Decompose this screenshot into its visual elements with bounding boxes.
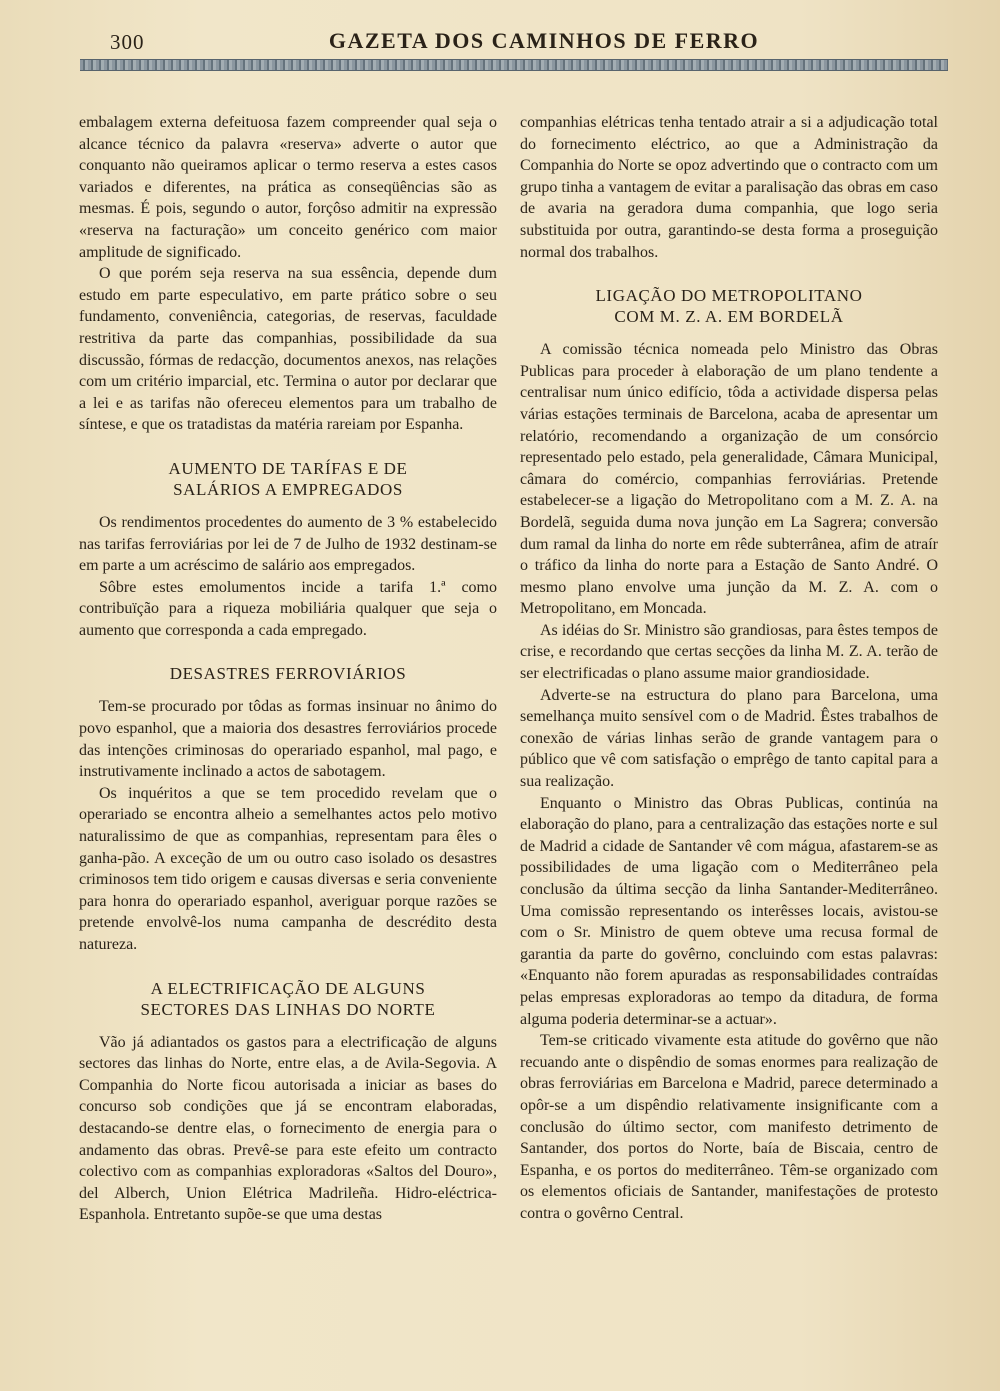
heading-line: SECTORES DAS LINHAS DO NORTE: [140, 999, 436, 1019]
section-heading-electrificacao: [79, 978, 497, 1020]
paragraph: Os rendimentos procedentes do aumento de 3 % estabelecido nas tarifas ferroviárias por lei de 7 de Julho de 1932 destinam-se em parte a um acréscimo de salário aos empregados.: [79, 513, 497, 575]
page-header: [80, 26, 948, 56]
paragraph: Os inquéritos a que se tem procedido revelam que o operariado se encontra alheio a semelhantes actos pelo motivo naturalissimo de que as companhias, representam para êles o ganha-pão. A exceção de um ou outro caso isolado os desastres criminosos tem tido origem e causas diversas e seria conveniente para honra do operariado espanhol, averiguar porque razões se pretende envolvê-los numa campanha de descrédito desta natureza.: [79, 784, 497, 953]
heading-line: COM M. Z. A. EM BORDELÃ: [614, 307, 844, 327]
header-rule: [80, 59, 948, 71]
paragraph: Adverte-se na estructura do plano para Barcelona, uma semelhança muito sensível com o de Madrid. Êstes trabalhos de conexão de várias linhas serão de grande vantagem para o público que vê com satisfação o emprêgo de tanto capital para a sua realização.: [520, 686, 938, 791]
heading-line: LIGAÇÃO DO METROPOLITANO: [595, 286, 863, 306]
paragraph: O que porém seja reserva na sua essência, depende dum estudo em parte especulativo, em parte prático sobre o seu fundamento, conveniência, categorias, de reservas, faculdade restritiva da parte das companhias, possibilidade da sua discussão, fórmas de redacção, documentos anexos, nas relações com um critério imparcial, etc. Termina o autor por declarar que a lei e as tarifas não ofereceu elementos para um trabalho de síntese, e que os tratadistas da matéria rareiam por Espanha.: [79, 265, 497, 434]
paragraph: Tem-se criticado vivamente esta atitude do govêrno que não recuando ante o dispêndio de somas enormes para realização de obras ferroviárias em Barcelona e Madrid, parece determinado a opôr-se a um dispêndio relativamente insignificante com a conclusão do último sector, com manifesto detrimento de Santander, dos portos do Norte, baía de Biscaia, centro de Espanha, e os portos do mediterrâneo. Têm-se organizado com os elementos oficiais de Santander, manifestações de protesto contra o govêrno Central.: [520, 1032, 938, 1222]
paragraph: Sôbre estes emolumentos incide a tarifa 1.ª como contribuïção para a riqueza mobiliária qualquer que seja o aumento que corresponda a cada empregado.: [79, 578, 497, 639]
paragraph: As idéias do Sr. Ministro são grandiosas, para êstes tempos de crise, e recordando que certas secções da linha M. Z. A. terão de ser electrificadas o plano assume maior grandiosidade.: [520, 621, 938, 683]
paragraph: A comissão técnica nomeada pelo Ministro das Obras Publicas para proceder à elaboração de um plano tendente a centralisar num único edifício, tôda a actividade dispersa pelas várias estações terminais de Barcelona, acaba de apresentar um relatório, recomendando a organização de um consórcio representado pelo estado, pela generalidade, Câmara Municipal, câmara do comércio, companhias ferroviárias. Pretende estabelecer-se a ligação do Metropolitano com a M. Z. A. na Bordelã, seguida duma nova junção em La Sagrera; conversão dum ramal da linha do norte em rêde subterrânea, afim de atraír o tráfico da linha do norte para a Estação de Santo André. O mesmo plano envolve uma junção da M. Z. A. com o Metropolitano, em Moncada.: [520, 341, 938, 618]
right-column: [520, 112, 938, 1225]
left-column: [79, 112, 497, 1226]
heading-line: AUMENTO DE TARÍFAS E DE: [168, 458, 408, 478]
paragraph: Enquanto o Ministro das Obras Publicas, continúa na elaboração do plano, para a centralização das estações norte e sul de Madrid a cidade de Santander vê com mágua, afastarem-se as possibilidades de uma ligação com o Mediterrâneo pela conclusão da última secção da linha Santander-Mediterrâneo. Uma comissão representando os interêsses locais, avistou-se com o Sr. Ministro de quem obteve uma recusa formal de garantia da parte do govêrno, concluindo com estas palavras: «Enquanto não forem apuradas as responsabilidades contraídas pelas empresas exploradoras ao tempo da ditadura, de forma alguma poderia determinar-se a actuar».: [520, 794, 938, 1028]
journal-title: GAZETA DOS CAMINHOS DE FERRO: [328, 28, 760, 53]
paragraph: companhias elétricas tenha tentado atrair a si a adjudicação total do fornecimento eléctrico, ao que a Administração da Companhia do Norte se opoz advertindo que o contracto com um grupo tinha a vantagem de evitar a paralisação das obras em caso de avaria na geradora duma companhia, que logo seria substituida por outra, garantindo-se desta forma a proseguição normal dos trabalhos.: [520, 114, 938, 261]
section-heading-ligacao-metropolitano: [520, 285, 938, 327]
heading-line: SALÁRIOS A EMPREGADOS: [173, 479, 403, 499]
paragraph: embalagem externa defeituosa fazem compreender qual seja o alcance técnico da palavra «reserva» adverte o autor que conquanto não queiramos aplicar o termo reserva a estes casos variados e diferentes, na prática as conseqüências são as mesmas. É pois, segundo o autor, forçôso admitir na expressão «reserva na facturação» um conceito genérico com maior amplitude de significado.: [79, 114, 497, 261]
section-heading-aumento-de-tarifas: [79, 458, 497, 500]
paragraph: Vão já adiantados os gastos para a electrificação de alguns sectores das linhas do Norte, entre elas, a de Avila-Segovia. A Companhia do Norte ficou autorisada a iniciar as bases do concurso sob condições que já se encontram elaboradas, destacando-se dentre elas, o fornecimento de energia para o andamento das obras. Prevê-se para este efeito um contracto colectivo com as companhias exploradoras «Saltos del Douro», del Alberch, Union Elétrica Madrileña. Hidro-eléctrica-Espanhola. Entretanto supõe-se que uma destas: [79, 1033, 497, 1224]
heading-line: DESASTRES FERROVIÁRIOS: [169, 664, 407, 684]
paragraph: Tem-se procurado por tôdas as formas insinuar no ânimo do povo espanhol, que a maioria dos desastres ferroviários procede das intenções criminosas do operariado espanhol, mal pago, e instrutivamente inclinado a actos de sabotagem.: [79, 698, 497, 781]
page-number: 300: [110, 30, 145, 54]
section-heading-desastres-ferroviarios: [79, 663, 497, 684]
heading-line: A ELECTRIFICAÇÃO DE ALGUNS: [150, 978, 426, 998]
